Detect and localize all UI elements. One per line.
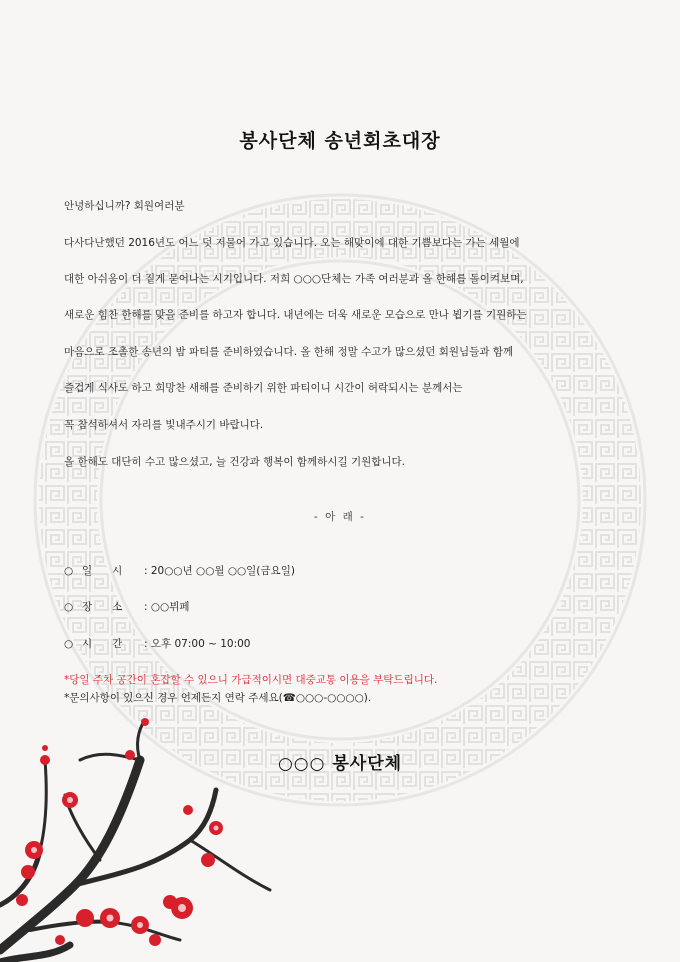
- body-line: 꼭 참석하셔서 자리를 빛내주시기 바랍니다.: [64, 419, 264, 431]
- detail-value: : 20○○년 ○○월 ○○일(금요일): [144, 565, 295, 577]
- detail-place: [64, 599, 190, 614]
- plum-blossom-branch-icon: [0, 700, 300, 962]
- contact-note: *문의사항이 있으신 경우 언제든지 연락 주세요(☎○○○-○○○○).: [64, 692, 372, 704]
- detail-date: [64, 563, 295, 578]
- body-line: 즐겁게 식사도 하고 희망찬 새해를 준비하기 위한 파티이니 시간이 허락되시는 분께서는: [64, 382, 463, 394]
- detail-value: : 오후 07:00 ~ 10:00: [144, 638, 251, 650]
- body-line: 마음으로 조촐한 송년의 밤 파티를 준비하였습니다. 올 한해 정말 수고가 많으셨던 회원님들과 함께: [64, 346, 514, 358]
- detail-time: [64, 636, 251, 651]
- bullet: ○: [64, 565, 74, 577]
- body-line: 올 한해도 대단히 수고 많으셨고, 늘 건강과 행복이 함께하시길 기원합니다.: [64, 456, 406, 468]
- body-line: 다사다난했던 2016년도 어느 덧 저물어 가고 있습니다. 오는 해맞이에 대한 기쁨보다는 가는 세월에: [64, 237, 520, 249]
- section-heading: - 아 래 -: [314, 511, 366, 523]
- body-line: 새로운 힘찬 한해를 맞을 준비를 하고자 합니다. 내년에는 더욱 새로운 모습으로 만나 뵙기를 기원하는: [64, 309, 527, 321]
- body-line: 대한 아쉬움이 더 짙게 묻어나는 시기입니다. 저희 ○○○단체는 가족 여러분과 올 한해를 돌이켜보며,: [64, 273, 524, 285]
- bullet: ○: [64, 638, 74, 650]
- bullet: ○: [64, 601, 74, 613]
- detail-label: 시 간: [82, 638, 123, 650]
- parking-note: *당일 주차 공간이 혼잡할 수 있으니 가급적이시면 대중교통 이용을 부탁드립니다.: [64, 674, 438, 686]
- detail-value: : ○○뷔페: [144, 601, 190, 613]
- page-title: 봉사단체 송년회초대장: [239, 130, 441, 152]
- organization-name: ○○○ 봉사단체: [277, 754, 403, 774]
- greeting-text: 안녕하십니까? 회원여러분: [64, 200, 185, 212]
- detail-label: 장 소: [82, 601, 123, 613]
- detail-label: 일 시: [82, 565, 123, 577]
